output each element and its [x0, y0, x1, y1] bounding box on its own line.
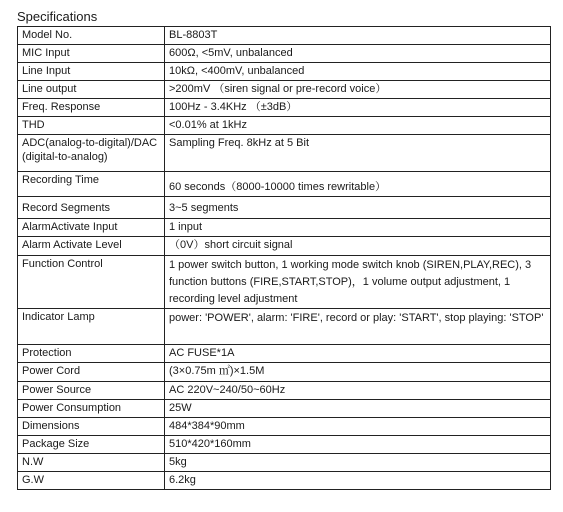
spec-label: Protection: [18, 345, 165, 363]
spec-value: 10kΩ, <400mV, unbalanced: [165, 63, 551, 81]
spec-value: AC FUSE*1A: [165, 345, 551, 363]
spec-value: AC 220V~240/50~60Hz: [165, 382, 551, 400]
spec-value: 3~5 segments: [165, 197, 551, 219]
spec-value: 100Hz - 3.4KHz （±3dB）: [165, 99, 551, 117]
table-row: [18, 135, 551, 172]
spec-label: Power Cord: [18, 363, 165, 382]
spec-label: Package Size: [18, 436, 165, 454]
table-row: [18, 472, 551, 490]
table-row: [18, 81, 551, 99]
table-row: [18, 256, 551, 309]
spec-label: Model No.: [18, 27, 165, 45]
spec-label: Alarm Activate Level: [18, 237, 165, 256]
spec-value: 510*420*160mm: [165, 436, 551, 454]
table-row: [18, 63, 551, 81]
page-title: Specifications: [17, 9, 98, 24]
spec-value: 600Ω, <5mV, unbalanced: [165, 45, 551, 63]
spec-value: 6.2kg: [165, 472, 551, 490]
spec-value: 484*384*90mm: [165, 418, 551, 436]
table-row: [18, 99, 551, 117]
spec-label: Indicator Lamp: [18, 309, 165, 345]
table-row: [18, 45, 551, 63]
spec-label: AlarmActivate Input: [18, 219, 165, 237]
specifications-table: [17, 26, 551, 490]
spec-label: Dimensions: [18, 418, 165, 436]
spec-value: Sampling Freq. 8kHz at 5 Bit: [165, 135, 551, 172]
spec-value: (3×0.75m ㎡)×1.5M: [165, 363, 551, 382]
spec-value: （0V）short circuit signal: [165, 237, 551, 256]
spec-label: THD: [18, 117, 165, 135]
table-row: [18, 345, 551, 363]
table-row: [18, 197, 551, 219]
spec-label: Line output: [18, 81, 165, 99]
spec-value: 5kg: [165, 454, 551, 472]
table-row: [18, 454, 551, 472]
spec-value: 60 seconds（8000-10000 times rewritable）: [165, 172, 551, 197]
spec-value: >200mV （siren signal or pre-record voice）: [165, 81, 551, 99]
table-row: [18, 117, 551, 135]
table-row: [18, 382, 551, 400]
spec-label: Freq. Response: [18, 99, 165, 117]
table-row: [18, 400, 551, 418]
table-row: [18, 436, 551, 454]
spec-label: G.W: [18, 472, 165, 490]
table-row: [18, 172, 551, 197]
spec-value: 1 input: [165, 219, 551, 237]
spec-value: BL-8803T: [165, 27, 551, 45]
spec-label: Power Source: [18, 382, 165, 400]
spec-label: Function Control: [18, 256, 165, 309]
spec-label: Record Segments: [18, 197, 165, 219]
spec-value: 25W: [165, 400, 551, 418]
table-row: [18, 418, 551, 436]
table-row: [18, 219, 551, 237]
spec-label: ADC(analog-to-digital)/DAC(digital-to-analog): [18, 135, 165, 172]
spec-value: power: 'POWER', alarm: 'FIRE', record or play: 'START', stop playing: 'STOP': [165, 309, 551, 345]
spec-label: Recording Time: [18, 172, 165, 197]
spec-value: 1 power switch button, 1 working mode switch knob (SIREN,PLAY,REC), 3 function buttons (FIRE,START,STOP)，1 volume output adjustment, 1 recording level adjustment: [165, 256, 551, 309]
spec-value: <0.01% at 1kHz: [165, 117, 551, 135]
spec-label: Power Consumption: [18, 400, 165, 418]
table-row: [18, 363, 551, 382]
table-row: [18, 27, 551, 45]
spec-label: MIC Input: [18, 45, 165, 63]
table-row: [18, 309, 551, 345]
spec-label: Line Input: [18, 63, 165, 81]
spec-label: N.W: [18, 454, 165, 472]
table-row: [18, 237, 551, 256]
